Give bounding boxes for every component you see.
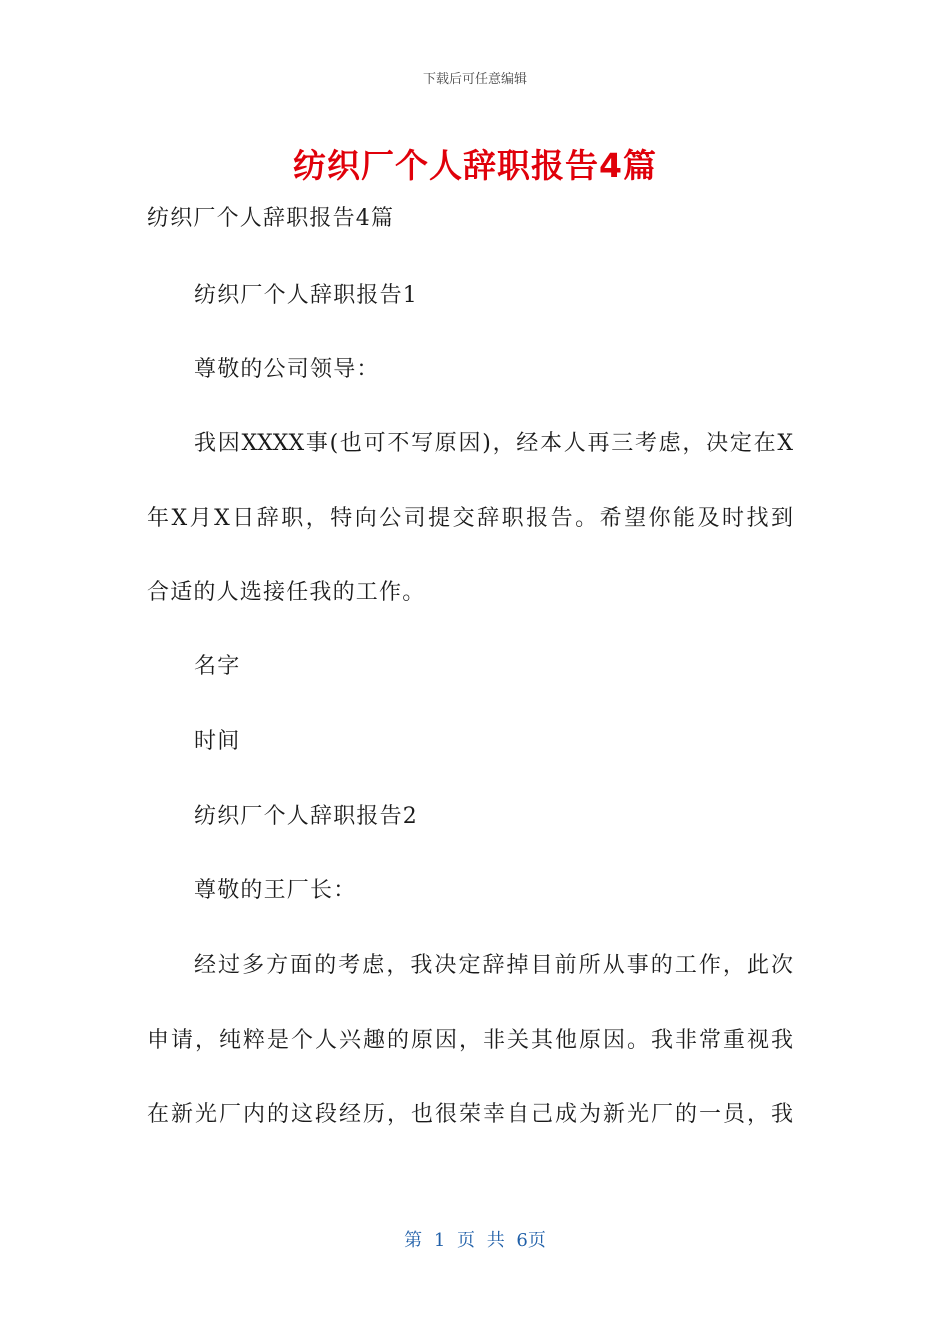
signature-name: 名字 (194, 654, 241, 679)
body-line: 纺织厂个人辞职报告4篇 (147, 206, 395, 231)
body-line: 在新光厂内的这段经历，也很荣幸自己成为新光厂的一员，我 (147, 1102, 793, 1127)
body-line: 合适的人选接任我的工作。 (147, 580, 426, 605)
body-line: 经过多方面的考虑，我决定辞掉目前所从事的工作，此次 (194, 953, 793, 978)
body-line: 年X月X日辞职，特向公司提交辞职报告。希望你能及时找到 (147, 506, 793, 531)
section-heading-2: 纺织厂个人辞职报告2 (194, 804, 418, 829)
salutation-1: 尊敬的公司领导： (194, 357, 380, 382)
signature-date: 时间 (194, 729, 241, 754)
body-line: 我因XXXX事(也可不写原因)，经本人再三考虑，决定在X (194, 431, 793, 456)
header-note: 下载后可任意编辑 (422, 72, 527, 87)
section-heading-1: 纺织厂个人辞职报告1 (194, 283, 418, 308)
body-line: 申请，纯粹是个人兴趣的原因，非关其他原因。我非常重视我 (147, 1028, 793, 1053)
salutation-2: 尊敬的王厂长： (194, 878, 357, 903)
document-title: 纺织厂个人辞职报告4篇 (293, 146, 657, 185)
page-indicator: 第 1 页 共 6页 (404, 1230, 546, 1251)
